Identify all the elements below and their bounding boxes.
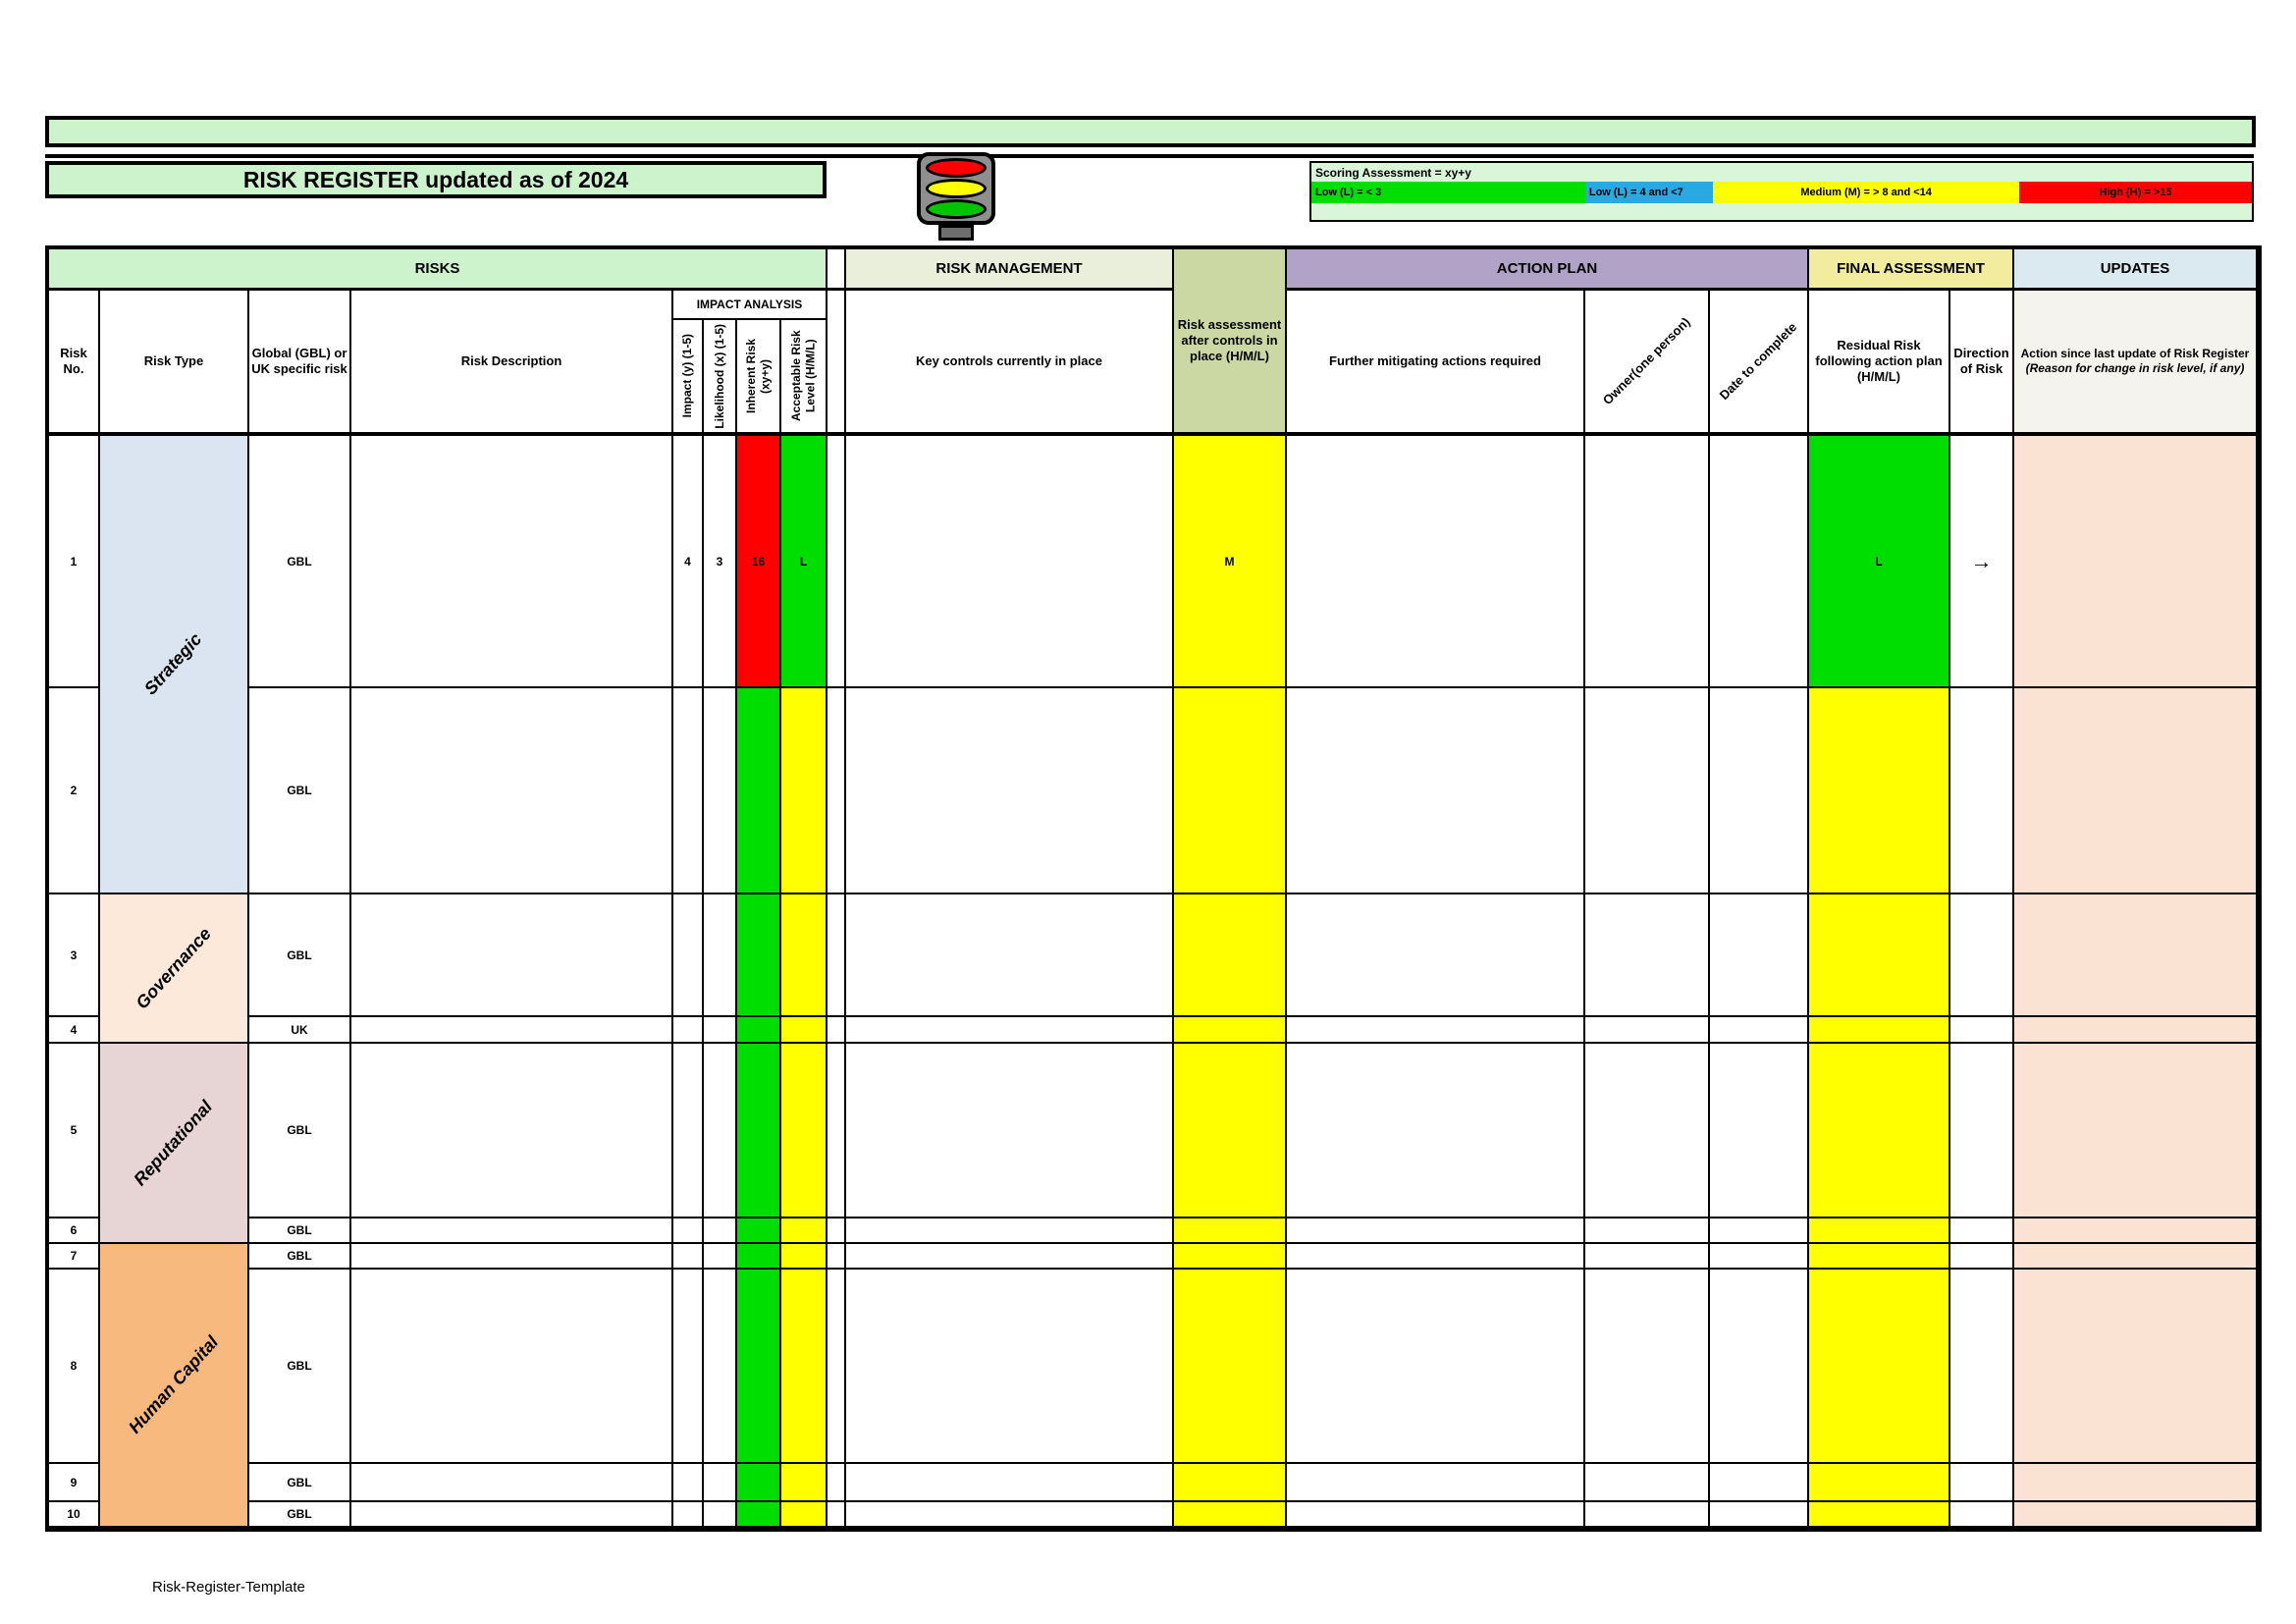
owner-cell[interactable] <box>1585 1502 1710 1528</box>
global-cell[interactable]: GBL <box>249 1244 351 1270</box>
inherent-risk-cell[interactable] <box>737 1244 781 1270</box>
spacer-cell <box>828 1270 846 1464</box>
updates-cell[interactable] <box>2014 894 2258 1017</box>
risk-type-strategic[interactable] <box>100 436 249 894</box>
after-controls-cell[interactable] <box>1174 688 1287 894</box>
impact-cell[interactable] <box>673 1502 704 1528</box>
col-updates-action-label: Action since last update of Risk Register <box>2020 347 2250 360</box>
scoring-legend <box>1309 161 2254 222</box>
inherent-risk-cell[interactable] <box>737 1270 781 1464</box>
acceptable-risk-cell[interactable]: L <box>781 436 828 688</box>
risk-description-cell[interactable] <box>351 1464 673 1502</box>
global-cell[interactable]: GBL <box>249 1044 351 1218</box>
further-actions-cell[interactable] <box>1287 1464 1585 1502</box>
acceptable-risk-cell[interactable] <box>781 894 828 1017</box>
col-impact-label: Impact (y) (1-5) <box>680 334 695 418</box>
direction-cell[interactable] <box>1950 1218 2014 1244</box>
date-cell[interactable] <box>1710 436 1809 688</box>
risk-description-cell[interactable] <box>351 1502 673 1528</box>
owner-cell[interactable] <box>1585 894 1710 1017</box>
acceptable-risk-cell[interactable] <box>781 1464 828 1502</box>
scoring-legend-title: Scoring Assessment = xy+y <box>1315 166 1471 180</box>
further-actions-cell[interactable] <box>1287 1502 1585 1528</box>
updates-cell[interactable] <box>2014 1044 2258 1218</box>
likelihood-cell[interactable] <box>704 1244 737 1270</box>
key-controls-cell[interactable] <box>846 1270 1174 1464</box>
date-cell[interactable] <box>1710 1244 1809 1270</box>
risk-no-cell[interactable]: 4 <box>49 1017 100 1044</box>
col-acceptable-risk <box>781 320 826 432</box>
likelihood-cell[interactable]: 3 <box>704 436 737 688</box>
risk-description-cell[interactable] <box>351 1244 673 1270</box>
updates-cell[interactable] <box>2014 1270 2258 1464</box>
col-impact-analysis: IMPACT ANALYSIS <box>673 291 826 320</box>
risk-no-cell[interactable]: 5 <box>49 1044 100 1218</box>
after-controls-cell[interactable] <box>1174 1244 1287 1270</box>
updates-cell[interactable] <box>2014 436 2258 688</box>
col-direction: Direction of Risk <box>1950 291 2014 436</box>
residual-risk-cell[interactable] <box>1809 1017 1950 1044</box>
date-cell[interactable] <box>1710 688 1809 894</box>
inherent-risk-cell[interactable] <box>737 1502 781 1528</box>
inherent-risk-cell[interactable] <box>737 1218 781 1244</box>
residual-risk-cell[interactable] <box>1809 1044 1950 1218</box>
key-controls-cell[interactable] <box>846 894 1174 1017</box>
spacer-subheader <box>828 291 846 436</box>
residual-risk-cell[interactable] <box>1809 1218 1950 1244</box>
key-controls-cell[interactable] <box>846 688 1174 894</box>
updates-cell[interactable] <box>2014 1218 2258 1244</box>
section-updates: UPDATES <box>2014 249 2258 291</box>
page-title: RISK REGISTER updated as of 2024 <box>45 161 827 198</box>
risk-description-cell[interactable] <box>351 1218 673 1244</box>
further-actions-cell[interactable] <box>1287 1244 1585 1270</box>
spacer-cell <box>828 894 846 1017</box>
updates-cell[interactable] <box>2014 688 2258 894</box>
likelihood-cell[interactable] <box>704 688 737 894</box>
direction-cell[interactable] <box>1950 1244 2014 1270</box>
risk-no-cell[interactable]: 7 <box>49 1244 100 1270</box>
global-cell[interactable]: GBL <box>249 1218 351 1244</box>
risk-description-cell[interactable] <box>351 436 673 688</box>
residual-risk-cell[interactable]: L <box>1809 436 1950 688</box>
likelihood-cell[interactable] <box>704 1464 737 1502</box>
col-updates-action <box>2014 291 2258 436</box>
col-likelihood <box>704 320 737 432</box>
spacer-cell <box>828 688 846 894</box>
traffic-light-icon <box>917 152 995 241</box>
likelihood-cell[interactable] <box>704 1270 737 1464</box>
global-cell[interactable]: GBL <box>249 436 351 688</box>
impact-cell[interactable] <box>673 1218 704 1244</box>
spacer-cell <box>828 1244 846 1270</box>
risk-description-cell[interactable] <box>351 894 673 1017</box>
residual-risk-cell[interactable] <box>1809 1464 1950 1502</box>
acceptable-risk-cell[interactable] <box>781 1044 828 1218</box>
further-actions-cell[interactable] <box>1287 1017 1585 1044</box>
acceptable-risk-cell[interactable] <box>781 1502 828 1528</box>
section-risk-management: RISK MANAGEMENT <box>846 249 1174 291</box>
risk-no-cell[interactable]: 9 <box>49 1464 100 1502</box>
global-cell[interactable]: GBL <box>249 894 351 1017</box>
date-cell[interactable] <box>1710 1464 1809 1502</box>
risk-description-cell[interactable] <box>351 688 673 894</box>
direction-cell[interactable] <box>1950 894 2014 1017</box>
after-controls-cell[interactable] <box>1174 1044 1287 1218</box>
likelihood-cell[interactable] <box>704 894 737 1017</box>
direction-cell[interactable] <box>1950 1464 2014 1502</box>
impact-cell[interactable] <box>673 1464 704 1502</box>
updates-cell[interactable] <box>2014 1017 2258 1044</box>
spacer-header <box>828 249 846 291</box>
section-final-assessment: FINAL ASSESSMENT <box>1809 249 2014 291</box>
updates-cell[interactable] <box>2014 1502 2258 1528</box>
legend-band-high: High (H) = >15 <box>2019 182 2252 203</box>
impact-cell[interactable] <box>673 1244 704 1270</box>
date-cell[interactable] <box>1710 1218 1809 1244</box>
global-cell[interactable]: UK <box>249 1017 351 1044</box>
risk-no-cell[interactable]: 8 <box>49 1270 100 1464</box>
spacer-cell <box>828 1017 846 1044</box>
after-controls-cell[interactable] <box>1174 1464 1287 1502</box>
risk-register-table <box>45 245 2262 1532</box>
spacer-cell <box>828 436 846 688</box>
green-light-icon <box>926 199 987 219</box>
inherent-risk-cell[interactable]: 16 <box>737 436 781 688</box>
likelihood-cell[interactable] <box>704 1218 737 1244</box>
inherent-risk-cell[interactable] <box>737 1044 781 1218</box>
acceptable-risk-cell[interactable] <box>781 688 828 894</box>
col-inherent-risk <box>737 320 781 432</box>
col-owner-label: Owner(one person) <box>1599 314 1693 408</box>
impact-analysis-group <box>673 291 828 436</box>
direction-cell[interactable] <box>1950 1502 2014 1528</box>
risk-type-reputational[interactable] <box>100 1044 249 1244</box>
residual-risk-cell[interactable] <box>1809 894 1950 1017</box>
col-acceptable-risk-label: Acceptable Risk Level (H/M/L) <box>789 330 818 422</box>
acceptable-risk-cell[interactable] <box>781 1244 828 1270</box>
traffic-light-body <box>917 152 995 225</box>
col-risk-no: Risk No. <box>49 291 100 436</box>
impact-cell[interactable] <box>673 1044 704 1218</box>
col-updates-action-note: (Reason for change in risk level, if any) <box>2025 361 2245 375</box>
likelihood-cell[interactable] <box>704 1044 737 1218</box>
after-controls-cell[interactable] <box>1174 894 1287 1017</box>
risk-type-human-capital-label: Human Capital <box>125 1331 223 1437</box>
key-controls-cell[interactable] <box>846 436 1174 688</box>
owner-cell[interactable] <box>1585 1218 1710 1244</box>
date-cell[interactable] <box>1710 1044 1809 1218</box>
key-controls-cell[interactable] <box>846 1218 1174 1244</box>
col-risk-type: Risk Type <box>100 291 249 436</box>
direction-cell[interactable] <box>1950 1270 2014 1464</box>
further-actions-cell[interactable] <box>1287 1044 1585 1218</box>
owner-cell[interactable] <box>1585 1017 1710 1044</box>
risk-no-cell[interactable]: 2 <box>49 688 100 894</box>
key-controls-cell[interactable] <box>846 1244 1174 1270</box>
impact-cell[interactable] <box>673 1017 704 1044</box>
likelihood-cell[interactable] <box>704 1017 737 1044</box>
spacer-cell <box>828 1502 846 1528</box>
impact-cell[interactable] <box>673 1270 704 1464</box>
col-owner <box>1585 291 1710 436</box>
date-cell[interactable] <box>1710 894 1809 1017</box>
global-cell[interactable]: GBL <box>249 688 351 894</box>
impact-cell[interactable]: 4 <box>673 436 704 688</box>
global-cell[interactable]: GBL <box>249 1464 351 1502</box>
spacer-cell <box>828 1464 846 1502</box>
global-cell[interactable]: GBL <box>249 1270 351 1464</box>
col-after-controls: Risk assessment after controls in place (H/M/L) <box>1174 249 1287 436</box>
after-controls-cell[interactable] <box>1174 1017 1287 1044</box>
risk-description-cell[interactable] <box>351 1017 673 1044</box>
likelihood-cell[interactable] <box>704 1502 737 1528</box>
sheet-name: Risk-Register-Template <box>152 1579 305 1596</box>
risk-no-cell[interactable]: 10 <box>49 1502 100 1528</box>
col-risk-description: Risk Description <box>351 291 673 436</box>
risk-description-cell[interactable] <box>351 1270 673 1464</box>
risk-type-governance[interactable] <box>100 894 249 1044</box>
risk-no-cell[interactable]: 1 <box>49 436 100 688</box>
divider-rule <box>45 154 2254 158</box>
key-controls-cell[interactable] <box>846 1464 1174 1502</box>
col-impact <box>673 320 704 432</box>
further-actions-cell[interactable] <box>1287 1270 1585 1464</box>
inherent-risk-cell[interactable] <box>737 894 781 1017</box>
impact-cell[interactable] <box>673 688 704 894</box>
global-cell[interactable]: GBL <box>249 1502 351 1528</box>
section-action-plan: ACTION PLAN <box>1287 249 1809 291</box>
risk-type-governance-label: Governance <box>132 923 215 1013</box>
updates-cell[interactable] <box>2014 1244 2258 1270</box>
col-inherent-risk-label: Inherent Risk (xy+y) <box>744 338 773 414</box>
col-date-label: Date to complete <box>1716 319 1800 403</box>
residual-risk-cell[interactable] <box>1809 1502 1950 1528</box>
residual-risk-cell[interactable] <box>1809 1244 1950 1270</box>
date-cell[interactable] <box>1710 1017 1809 1044</box>
risk-type-strategic-label: Strategic <box>140 628 206 699</box>
owner-cell[interactable] <box>1585 1464 1710 1502</box>
col-further-actions: Further mitigating actions required <box>1287 291 1585 436</box>
acceptable-risk-cell[interactable] <box>781 1270 828 1464</box>
owner-cell[interactable] <box>1585 436 1710 688</box>
top-green-bar <box>45 116 2256 147</box>
col-global-or-uk: Global (GBL) or UK specific risk <box>249 291 351 436</box>
key-controls-cell[interactable] <box>846 1502 1174 1528</box>
col-date-to-complete <box>1710 291 1809 436</box>
inherent-risk-cell[interactable] <box>737 688 781 894</box>
acceptable-risk-cell[interactable] <box>781 1218 828 1244</box>
scoring-legend-bands <box>1311 182 2252 203</box>
residual-risk-cell[interactable] <box>1809 1270 1950 1464</box>
acceptable-risk-cell[interactable] <box>781 1017 828 1044</box>
legend-band-low-blue: Low (L) = 4 and <7 <box>1585 182 1713 203</box>
traffic-light-base <box>938 225 974 241</box>
inherent-risk-cell[interactable] <box>737 1017 781 1044</box>
spacer-cell <box>828 1218 846 1244</box>
direction-cell[interactable] <box>1950 688 2014 894</box>
col-key-controls: Key controls currently in place <box>846 291 1174 436</box>
after-controls-cell[interactable] <box>1174 1270 1287 1464</box>
further-actions-cell[interactable] <box>1287 436 1585 688</box>
further-actions-cell[interactable] <box>1287 1218 1585 1244</box>
further-actions-cell[interactable] <box>1287 894 1585 1017</box>
impact-cell[interactable] <box>673 894 704 1017</box>
red-light-icon <box>926 158 987 178</box>
legend-band-low-green: Low (L) = < 3 <box>1311 182 1585 203</box>
risk-description-cell[interactable] <box>351 1044 673 1218</box>
risk-type-reputational-label: Reputational <box>130 1096 217 1189</box>
date-cell[interactable] <box>1710 1270 1809 1464</box>
date-cell[interactable] <box>1710 1502 1809 1528</box>
further-actions-cell[interactable] <box>1287 688 1585 894</box>
direction-cell[interactable] <box>1950 1044 2014 1218</box>
after-controls-cell[interactable] <box>1174 1502 1287 1528</box>
updates-cell[interactable] <box>2014 1464 2258 1502</box>
residual-risk-cell[interactable] <box>1809 688 1950 894</box>
risk-no-cell[interactable]: 6 <box>49 1218 100 1244</box>
spacer-cell <box>828 1044 846 1218</box>
after-controls-cell[interactable]: M <box>1174 436 1287 688</box>
col-likelihood-label: Likelihood (x) (1-5) <box>712 323 726 429</box>
yellow-light-icon <box>926 179 987 198</box>
risk-no-cell[interactable]: 3 <box>49 894 100 1017</box>
key-controls-cell[interactable] <box>846 1017 1174 1044</box>
col-residual-risk: Residual Risk following action plan (H/M/L) <box>1809 291 1950 436</box>
direction-cell[interactable]: → <box>1950 436 2014 688</box>
section-risks: RISKS <box>49 249 828 291</box>
direction-cell[interactable] <box>1950 1017 2014 1044</box>
owner-cell[interactable] <box>1585 1270 1710 1464</box>
risk-type-human-capital[interactable] <box>100 1244 249 1528</box>
after-controls-cell[interactable] <box>1174 1218 1287 1244</box>
owner-cell[interactable] <box>1585 1244 1710 1270</box>
legend-band-medium: Medium (M) = > 8 and <14 <box>1713 182 2019 203</box>
key-controls-cell[interactable] <box>846 1044 1174 1218</box>
owner-cell[interactable] <box>1585 688 1710 894</box>
inherent-risk-cell[interactable] <box>737 1464 781 1502</box>
owner-cell[interactable] <box>1585 1044 1710 1218</box>
